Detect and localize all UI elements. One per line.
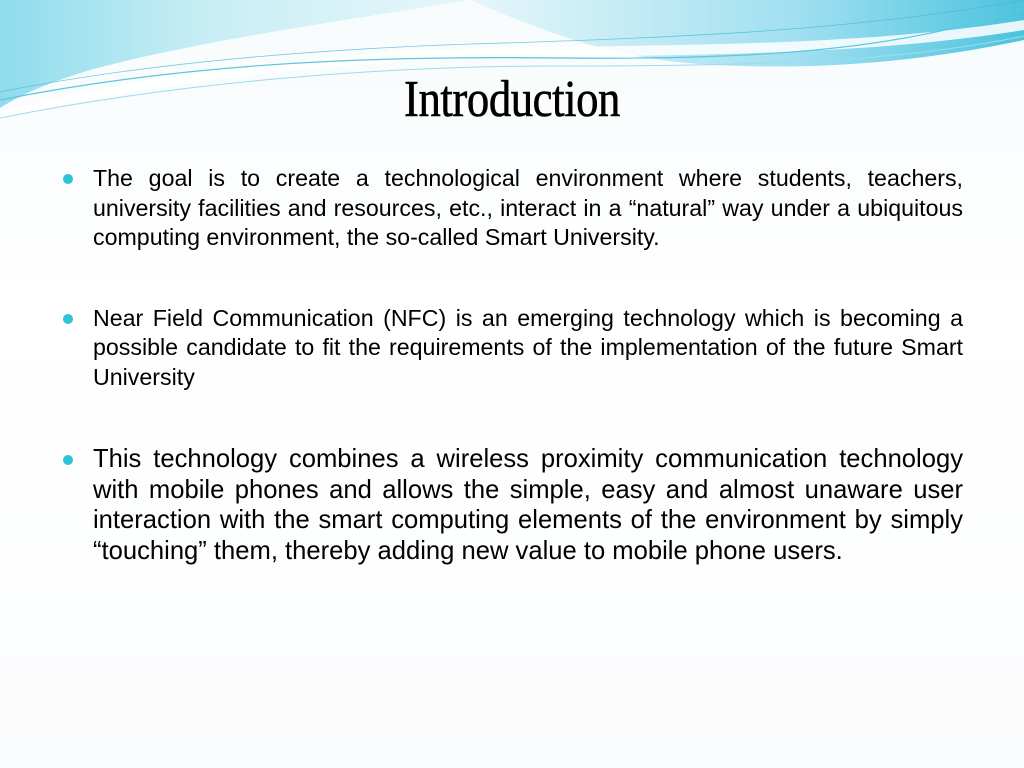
bullet-list [60, 164, 963, 566]
bullet-dot-icon [63, 455, 73, 465]
slide-title: Introduction [404, 71, 620, 128]
bullet-item [60, 164, 963, 253]
bullet-item [60, 444, 963, 566]
bullet-text: The goal is to create a technological environment where students, teachers, university facilities and resources, etc., interact in a “natural” way under a ubiquitous computing environment, the so-called Smart University. [93, 165, 963, 250]
bullet-text: Near Field Communication (NFC) is an emerging technology which is becoming a possible candidate to fit the requirements of the implementation of the future Smart University [93, 304, 963, 390]
bullet-item [60, 304, 963, 393]
bullet-text: This technology combines a wireless proximity communication technology with mobile phones and allows the simple, easy and almost unaware user interaction with the smart computing elements of the environment by simply “touching” them, thereby adding new value to mobile phone users. [93, 445, 963, 565]
bullet-dot-icon [63, 314, 73, 324]
bullet-dot-icon [63, 174, 73, 184]
